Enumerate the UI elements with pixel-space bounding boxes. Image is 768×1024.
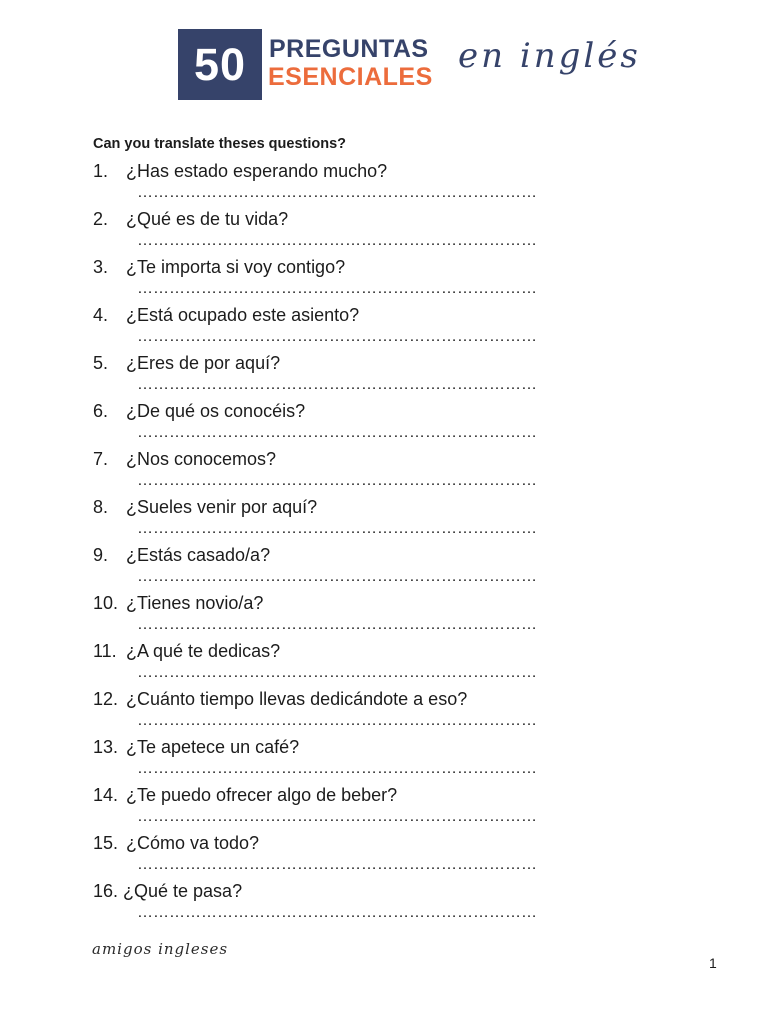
question-number: 4. — [93, 305, 109, 325]
question-text: ¿Te importa si voy contigo? — [126, 257, 346, 277]
question-item — [93, 640, 653, 688]
answer-line[interactable]: ………………………………………………………………… — [137, 472, 537, 489]
instruction-heading: Can you translate theses questions? — [93, 136, 347, 152]
question-item — [93, 448, 653, 496]
question-number: 11. — [93, 641, 117, 661]
logo-number: 50 — [193, 38, 247, 90]
answer-line[interactable]: ………………………………………………………………… — [137, 232, 537, 249]
answer-line[interactable]: ………………………………………………………………… — [137, 184, 537, 201]
question-text: ¿Está ocupado este asiento? — [126, 305, 360, 325]
question-text: ¿Eres de por aquí? — [126, 353, 281, 373]
question-item — [93, 832, 653, 880]
logo-title-line1: PREGUNTAS — [269, 35, 429, 63]
answer-line[interactable]: ………………………………………………………………… — [137, 664, 537, 681]
question-number: 1. — [93, 161, 109, 181]
answer-line[interactable]: ………………………………………………………………… — [137, 616, 537, 633]
question-text: ¿Qué te pasa? — [123, 881, 243, 901]
question-text: ¿Nos conocemos? — [126, 449, 277, 469]
answer-line[interactable]: ………………………………………………………………… — [137, 808, 537, 825]
question-number: 14. — [93, 785, 119, 805]
question-item — [93, 208, 653, 256]
brand-signature: amigos ingleses — [92, 940, 229, 958]
question-item — [93, 160, 653, 208]
question-number: 2. — [93, 209, 109, 229]
question-text: ¿De qué os conocéis? — [126, 401, 306, 421]
question-text: ¿Te puedo ofrecer algo de beber? — [126, 785, 398, 805]
logo-title-line2: ESENCIALES — [268, 63, 433, 91]
question-number: 10. — [93, 593, 119, 613]
question-number: 6. — [93, 401, 109, 421]
answer-line[interactable]: ………………………………………………………………… — [137, 376, 537, 393]
question-number: 7. — [93, 449, 109, 469]
answer-line[interactable]: ………………………………………………………………… — [137, 712, 537, 729]
question-item — [93, 784, 653, 832]
question-number: 8. — [93, 497, 109, 517]
question-text: ¿Has estado esperando mucho? — [126, 161, 388, 181]
question-item — [93, 688, 653, 736]
question-number: 3. — [93, 257, 109, 277]
answer-line[interactable]: ………………………………………………………………… — [137, 760, 537, 777]
question-item — [93, 400, 653, 448]
question-item — [93, 496, 653, 544]
question-number: 12. — [93, 689, 119, 709]
answer-line[interactable]: ………………………………………………………………… — [137, 280, 537, 297]
question-item — [93, 592, 653, 640]
question-text: ¿Estás casado/a? — [126, 545, 271, 565]
answer-line[interactable]: ………………………………………………………………… — [137, 424, 537, 441]
question-text: ¿Cuánto tiempo llevas dedicándote a eso? — [126, 689, 468, 709]
answer-line[interactable]: ………………………………………………………………… — [137, 856, 537, 873]
question-number: 15. — [93, 833, 119, 853]
question-item — [93, 736, 653, 784]
question-number: 16. — [93, 881, 119, 901]
question-list — [93, 160, 653, 928]
question-number: 5. — [93, 353, 109, 373]
question-item — [93, 352, 653, 400]
question-text: ¿A qué te dedicas? — [126, 641, 281, 661]
question-text: ¿Cómo va todo? — [126, 833, 260, 853]
answer-line[interactable]: ………………………………………………………………… — [137, 904, 537, 921]
question-text: ¿Tienes novio/a? — [126, 593, 264, 613]
answer-line[interactable]: ………………………………………………………………… — [137, 520, 537, 537]
question-item — [93, 544, 653, 592]
question-text: ¿Sueles venir por aquí? — [126, 497, 318, 517]
answer-line[interactable]: ………………………………………………………………… — [137, 568, 537, 585]
question-item — [93, 304, 653, 352]
question-item — [93, 256, 653, 304]
question-number: 9. — [93, 545, 109, 565]
question-text: ¿Qué es de tu vida? — [126, 209, 289, 229]
question-number: 13. — [93, 737, 119, 757]
logo-number-box — [178, 29, 262, 100]
answer-line[interactable]: ………………………………………………………………… — [137, 328, 537, 345]
page-number: 1 — [709, 955, 717, 971]
question-item — [93, 880, 653, 928]
logo-script-subtitle: en inglés — [458, 36, 641, 76]
question-text: ¿Te apetece un café? — [126, 737, 300, 757]
